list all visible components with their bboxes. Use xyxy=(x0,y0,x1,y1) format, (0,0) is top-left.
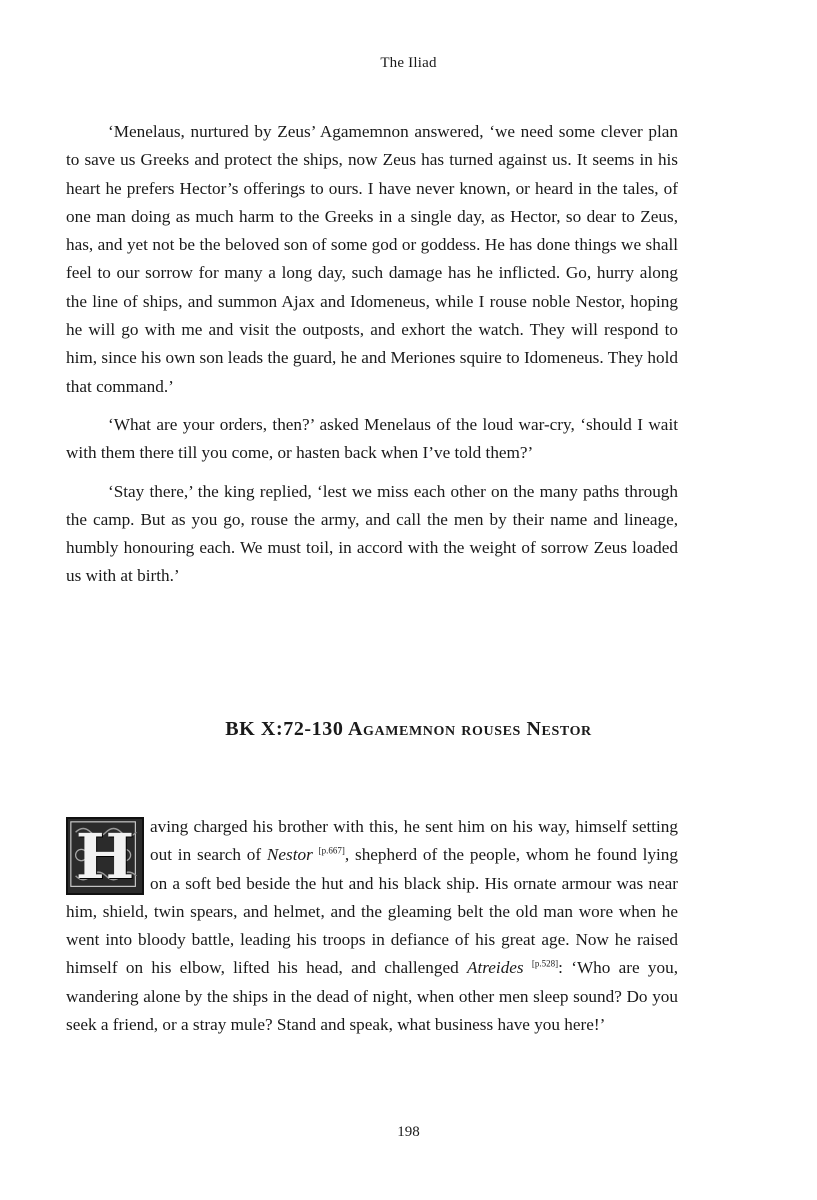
text-part-1: aving charged his brother with this, he sent him on his way, himself setting out in search of xyxy=(150,817,678,865)
name-nestor: Nestor xyxy=(266,845,313,865)
name-atreides: Atreides xyxy=(466,958,524,978)
page-reference-2: [p.528] xyxy=(531,958,559,969)
text-part-2: , shepherd of the people, whom he found lying on a soft bed beside the hut and his black ship. His ornate armour was near him, shield, twin spears, and helmet, and the gleaming belt the old man wore when he went into bloody battle, leading his troops in defiance of his great age. Now he raised himself on his elbow, lifted his head, and challenged xyxy=(66,845,678,978)
paragraph-1: ‘Menelaus, nurtured by Zeus’ Agamemnon answered, ‘we need some clever plan to save us Greeks and protect the ships, now Zeus has turned against us. It seems in his heart he prefers Hector’s offerings to ours. I have never known, or heard in the tales, of one man doing as much harm to the Greeks in a single day, as Hector, so dear to Zeus, has, and yet not be the beloved son of some god or goddess. He has done things we shall feel to our sorrow for many a long day, such damage has he inflicted. Go, hurry along the line of ships, and summon Ajax and Idomeneus, while I rouse noble Nestor, hoping he will go with me and visit the outposts, and exhort the watch. They will respond to him, since his own son leads the guard, he and Meriones squire to Idomeneus. They hold that command.’ xyxy=(66,122,678,396)
text-part-3: : ‘Who are you, wandering alone by the ships in the dead of night, when other men sleep sound? Do you seek a friend, or a stray mule? Stand and speak, what business have you here!’ xyxy=(66,958,679,1035)
page-number: 198 xyxy=(397,1124,420,1140)
dropcap-letter: H xyxy=(75,820,135,893)
paragraph-2: ‘What are your orders, then?’ asked Menelaus of the loud war-cry, ‘should I wait with them there till you come, or hasten back when I’ve told them?’ xyxy=(66,414,678,463)
body-text-top xyxy=(66,118,678,601)
page-reference-1: [p.667] xyxy=(318,845,345,856)
body-text-bottom xyxy=(66,813,678,1049)
paragraph-3: ‘Stay there,’ the king replied, ‘lest we miss each other on the many paths through the camp. But as you go, rouse the army, and call the men by their name and lineage, humbly honouring each. We must toil, in accord with the weight of sorrow Zeus loaded us with at birth.’ xyxy=(66,481,678,586)
section-heading: BK X:72-130 Agamemnon rouses Nestor xyxy=(225,718,592,740)
dropcap-ornament xyxy=(66,817,144,895)
running-head: The Iliad xyxy=(380,55,437,71)
paragraph-4 xyxy=(66,813,678,1039)
